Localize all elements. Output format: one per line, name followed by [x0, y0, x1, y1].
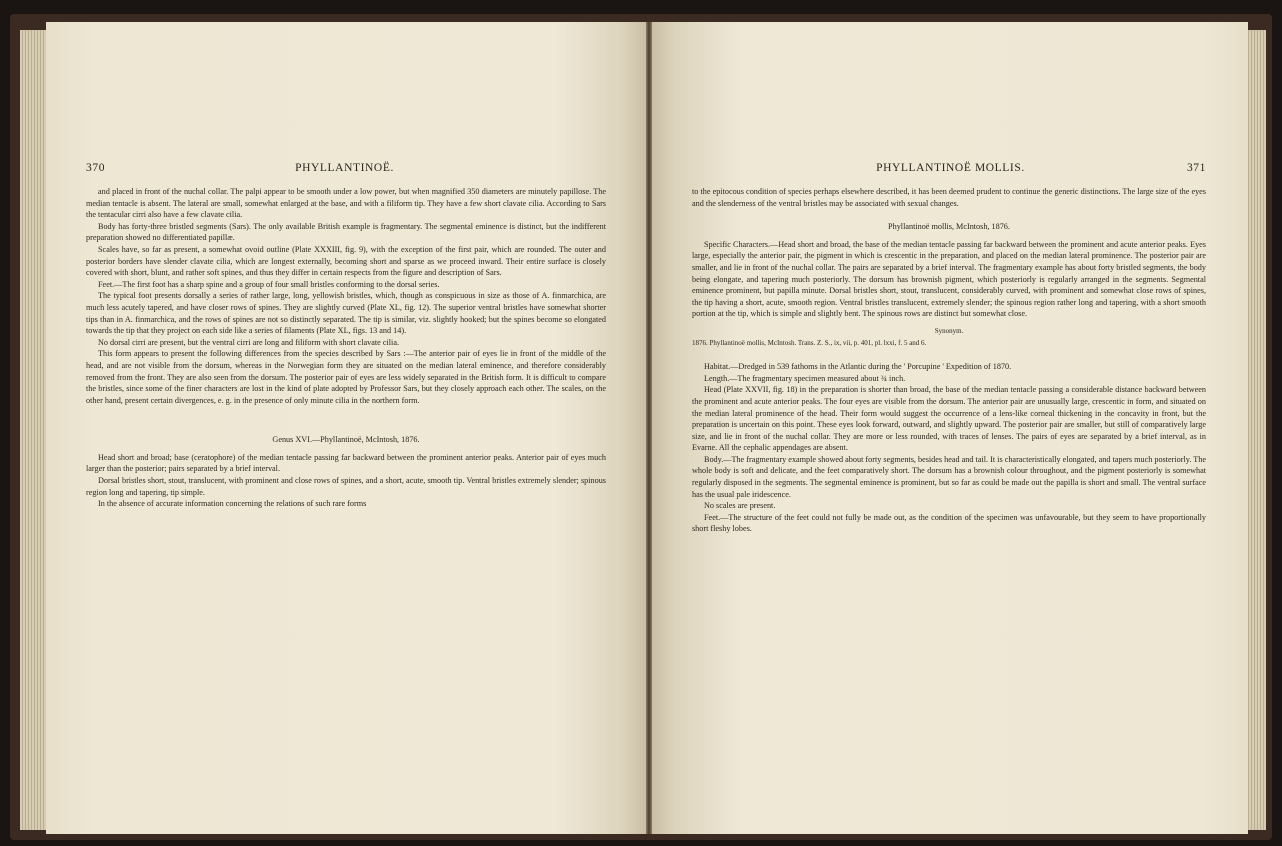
open-book	[10, 14, 1272, 840]
paragraph: Head (Plate XXVII, fig. 18) in the preparation is shorter than broad, the base of the median tentacle passing a considerable distance backward between the prominent and acute anterior peaks. The four eyes are visible from the dorsum. The anterior pair are unusually large, crescentic in form, and situated on the median lateral prominence of the head. Their form would suggest the occurrence of a lens-like corneal thickening in the concavity in front, but the preparation is uncertain on this point. These eyes look forward, outward, and slightly upward. The posterior pair are smaller, but still of comparatively large size, and lie in front of the nuchal collar. They are more or less rounded, with traces of lenses. The pairs of eyes are separated by a brief interval, as in Evarne. All the cephalic appendages are absent.	[692, 385, 1206, 453]
right-running-head: PHYLLANTINOË MOLLIS.	[876, 162, 1025, 174]
paragraph: Body.—The fragmentary example showed about forty segments, besides head and tail. It is characteristically elongated, and tapers much posteriorly. The whole body is soft and delicate, and the feet comparatively short. The dorsum has a brownish colour throughout, and the pigment posteriorly is somewhat regularly disposed in the segments. The segmental eminence is prominent, but so far as could be made out the papilla is short and small. The ventral surface has the usual pale iridescence.	[692, 454, 1206, 499]
left-page	[46, 22, 646, 834]
paragraph: In the absence of accurate information concerning the relations of such rare forms	[98, 499, 367, 509]
paragraph: Dorsal bristles short, stout, translucent, with prominent and close rows of spines, and a short, acute, smooth tip. Ventral bristles extremely slender; spinous region long and tapering, tip simple.	[86, 476, 606, 497]
left-page-number: 370	[86, 162, 106, 174]
left-page-body	[86, 186, 606, 510]
paragraph: No scales are present.	[704, 501, 776, 511]
page-edges-right	[1248, 30, 1266, 830]
right-page-body	[692, 186, 1206, 535]
paragraph: Feet.—The structure of the feet could not fully be made out, as the condition of the specimen was unfavourable, but they seem to have proportionally short fleshy lobes.	[692, 512, 1206, 534]
right-page-header	[692, 162, 1206, 174]
specific-characters: Specific Characters.—Head short and broad, the base of the median tentacle passing far backward between the prominent and acute anterior peaks. Eyes large, especially the anterior pair, the pigment in which is crescentic in the preparation, and placed on the median lateral prominence. The posterior pair are smaller, and lie in front of the nuchal collar. The pairs are separated by a brief interval. The fragmentary example has about forty bristled segments, the body being elongate, and tapering much posteriorly. The dorsum has brownish pigment, which posteriorly is regularly arranged in the segments. Segmental eminence prominent, but papilla minute. Dorsal bristles short, stout, translucent, considerably curved, with prominent and somewhat close rows of spines, the tip having a short, acute, smooth region. Ventral bristles translucent, extremely slender; the spinous region rather long and tapering, with a short smooth portion at the tip, which is simple and slightly bent. The spinous rows are distinct but somewhat close.	[692, 239, 1206, 319]
page-edges-left	[20, 30, 46, 830]
paragraph: Habitat.—Dredged in 539 fathoms in the Atlantic during the ' Porcupine ' Expedition of 1870.	[704, 362, 1012, 372]
paragraph: Head short and broad; base (ceratophore) of the median tentacle passing far backward between the prominent anterior peaks. Anterior pair of eyes much larger than the posterior; pairs separated by a brief interval.	[86, 452, 606, 474]
paragraph: Feet.—The first foot has a sharp spine and a group of four small bristles conforming to the dorsal series.	[98, 279, 440, 289]
species-heading: Phyllantinoë mollis, McIntosh, 1876.	[888, 222, 1010, 232]
right-page	[652, 22, 1248, 834]
left-running-head: PHYLLANTINOË.	[295, 162, 394, 174]
genus-heading: Genus XVI.—Phyllantinoë, McIntosh, 1876.	[272, 435, 420, 445]
paragraph: This form appears to present the following differences from the species described by Sars :—The anterior pair of eyes lie in front of the middle of the head, and are not visible from the dorsum, whereas in the Norwegian form they are situated on the median lateral eminence, and therefore considerably removed from the front. They are also seen from the dorsum. The posterior pair of eyes are less widely separated in the British form. It is difficult to compare the bristles, since some of the finer characters are lost in the kind of plate adopted by Professor Sars, but they closely approach each other. The scales, on the other hand, present certain divergences, e. g. in the presence of only minute cilia in the northern form.	[86, 349, 606, 405]
paragraph: Length.—The fragmentary specimen measured about ¾ inch.	[704, 373, 906, 383]
synonym: 1876. Phyllantinoë mollis, McIntosh. Trans. Z. S., ix, vii, p. 401, pl. lxxi, f. 5 and 6.	[692, 338, 927, 347]
right-page-number: 371	[1186, 162, 1206, 174]
synonym-heading: Synonym.	[934, 326, 964, 335]
paragraph: Body has forty-three bristled segments (Sars). The only available British example is fragmentary. The segmental eminence is distinct, but the indifferent preparation showed no differentiated papillæ.	[86, 221, 606, 243]
paragraph: Scales have, so far as present, a somewhat ovoid outline (Plate XXXIII, fig. 9), with the exception of the first pair, which are rounded. The outer and posterior borders have slender clavate cilia, which are longest externally, becoming short and sparse as we proceed inward. Their entire surface is closely covered with short, blunt, and rather soft spines, and thus they differ in certain respects from the figure and description of Sars.	[86, 244, 606, 278]
paragraph: No dorsal cirri are present, but the ventral cirri are long and filiform with short clavate cilia.	[98, 337, 400, 347]
paragraph: and placed in front of the nuchal collar. The palpi appear to be smooth under a low power, but when magnified 350 diameters are minutely papillose. The median tentacle is absent. The lateral are small, somewhat enlarged at the base, and with a filiform tip. They have a few short clavate cilia. According to Sars the tentacular cirri also have a few clavate cilia.	[86, 187, 606, 220]
left-page-header	[86, 162, 606, 174]
paragraph: to the epitocous condition of species perhaps elsewhere described, it has been deemed prudent to continue the generic distinctions. The large size of the eyes and the slenderness of the ventral bristles may be associated with sexual changes.	[692, 187, 1206, 208]
paragraph: The typical foot presents dorsally a series of rather large, long, yellowish bristles, which, though as conspicuous in size as those of A. finmarchica, are much less acutely tapered, and have closer rows of spines. They are slightly curved (Plate XL, fig. 12). The superior ventral bristles have somewhat shorter tips than in A. finmarchica, and the rows of spines are not so distinctly separated. The tip is similar, viz. slightly hooked; but the spines become so elongated towards the tip that they project on each side like a series of filaments (Plate XL, figs. 13 and 14).	[86, 291, 606, 336]
